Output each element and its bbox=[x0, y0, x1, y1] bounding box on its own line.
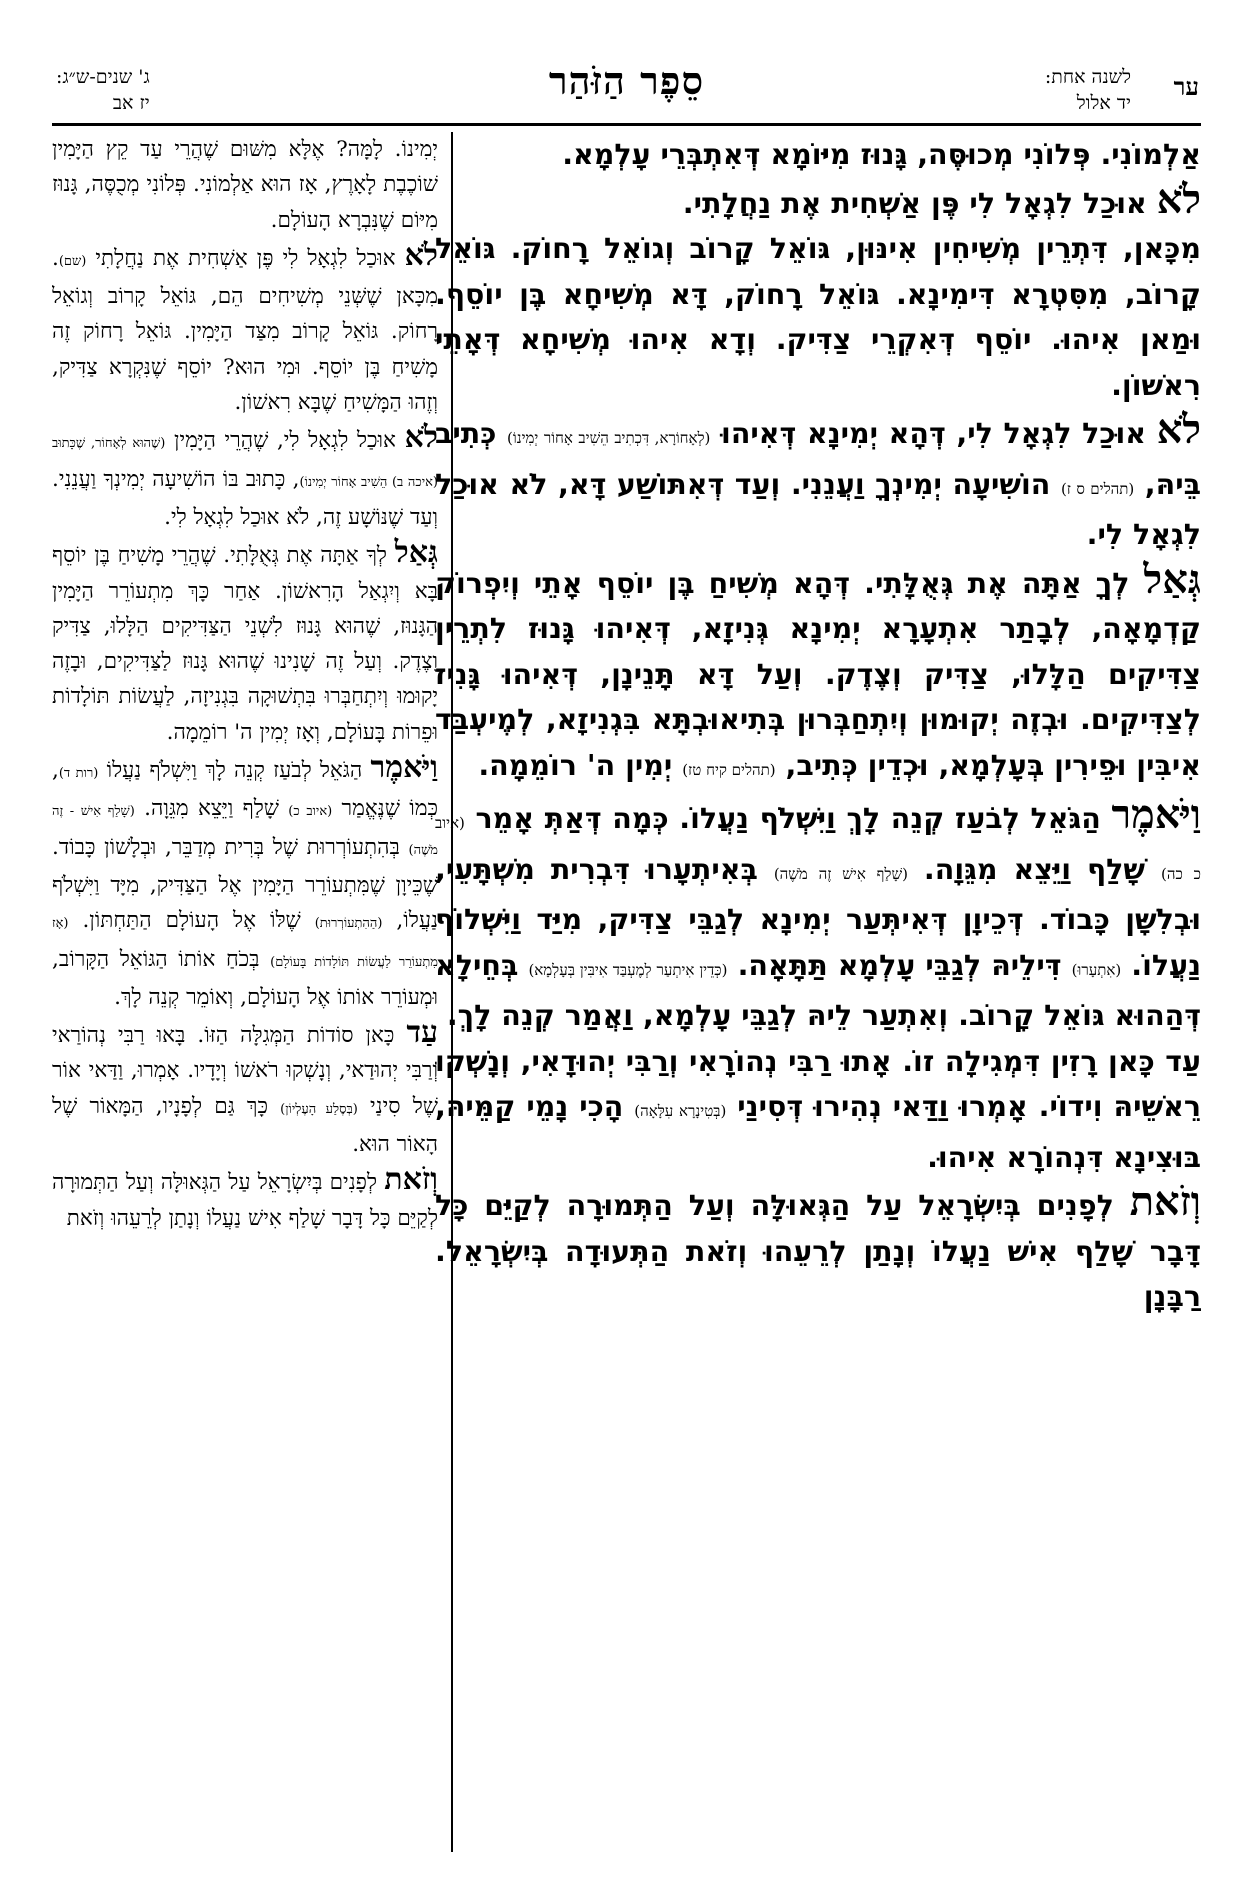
page-header bbox=[52, 58, 1201, 126]
paragraph-text: אוּכַל לִגְאָל לִי פֶּן אַשְׁחִית אֶת נַחֲלָתִי bbox=[86, 245, 405, 271]
paragraph-text: לְךָ אַתָּה אֶת גְּאֻלָּתִי. דְּהָא מְשִׁיחַ בֶּן יוֹסֵף אָתֵי וְיִפְרוֹק קַדְמָאָה, לְבָתַר אִתְעָרָא יְמִינָא גְּנִיזָא, דְּאִיהוּ גָּנוּז לִתְרֵין צַדִּיקִים הַלָּלוּ, צַדִּיק וְצֶדֶק. וְעַל דָּא תָּנֵינָן, דְּאִיהוּ גָּנִיז לְצַדִּיקִים. וּבְזֶה יְקוּמוּן וְיִתְחַבְּרוּן בְּתִיאוּבְתָּא בִּגְנִיזָא, לְמֶיעְבַּד אִיבִּין וּפֵירִין בְּעָלְמָא, וּכְדֵין כְּתִיב, bbox=[435, 566, 1201, 782]
header-rule bbox=[52, 123, 1201, 126]
paragraph-text: עַד כָּאן רָזִין דִּמְגִילָה זוֹ. אָתוּ רַבִּי נְהוֹרָאִי וְרַבִּי יְהוּדָאִי, וְנָשְׁקוּ רֵאשֵׁיהּ וִידוֹי. אָמְרוּ וַדַּאי נְהִירוּ דְּסִינַי bbox=[435, 1044, 1201, 1123]
lead-word: וַיֹּאמֶר bbox=[1111, 792, 1201, 838]
paragraph-text: הַגֹּאֵל לְבֹעַז קְנֵה לָךְ וַיִּשְׁלֹף נַעֲלוֹ. כְּמָה דְּאַתְּ אָמֵר bbox=[464, 802, 1112, 835]
paragraph-text: יְמִין ה' רוֹמֵמָה. bbox=[478, 748, 683, 782]
paragraph bbox=[52, 132, 438, 238]
page-number: ער bbox=[1173, 72, 1199, 101]
paragraph bbox=[52, 1162, 438, 1236]
paragraph-text: דִּילֵיהּ לְגַבֵּי עָלְמָא תַּתָּאָה. bbox=[727, 948, 1072, 982]
lead-word: וַיֹּאמֶר bbox=[370, 750, 438, 786]
three-year-cycle-schedule bbox=[56, 64, 150, 116]
paragraph-text: יְמִינוֹ. לָמָּה? אֶלָּא מִשּׁוּם שֶׁהֲרֵי עַד קֵץ הַיָּמִין שׁוֹכֶבֶת לָאָרֶץ, אָז הוּא אַלְמוֹנִי. פְּלוֹנִי מְכֻסֶּה, גָּנוּז מִיּוֹם שֶׁנִּבְרָא הָעוֹלָם. bbox=[52, 137, 438, 233]
paragraph-text: מִכָּאן, דִּתְרֵין מְשִׁיחִין אִינּוּן, גּוֹאֵל קָרוֹב וְגוֹאֵל רָחוֹק. גּוֹאֵל קָרוֹב, מִסִּטְרָא דִּימִינָא. גּוֹאֵל רָחוֹק, דָּא מְשִׁיחָא בֶּן יוֹסֵף. וּמַאן אִיהוּ. יוֹסֵף דְּאִקְרֵי צַדִּיק. וְדָא אִיהוּ מְשִׁיחָא דְּאָתֵי רִאשׁוֹן. bbox=[435, 232, 1201, 402]
paragraph-text: בְּאִיתְעָרוּ דִּבְרִית מִשְׁתָּעֵי, וּבְלִשָּׁן כָּבוֹד. דְּכֵיוָן דְּאִיתְּעַר יְמִינָא לְגַבֵּי צַדִּיק, מִיַּד וַיִּשְׁלוֹף נַעֲלוֹ. bbox=[435, 852, 1201, 982]
inline-gloss: (שָׁלַף אִישׁ - זֶה מֹשֶׁה) bbox=[52, 804, 438, 858]
lead-word: לֹא bbox=[404, 237, 438, 273]
paragraph-text: הַגֹּאֵל לְבֹעַז קְנֵה לָךְ וַיִּשְׁלֹף נַעֲלוֹ bbox=[98, 758, 371, 784]
inline-gloss: (אִתְעָרוּ) bbox=[1071, 960, 1122, 979]
paragraph-text: לְפָנִים בְּיִשְׂרָאֵל עַל הַגְּאוּלָּה וְעַל הַתְּמוּרָה לְקַיֵּם כָּל דָּבָר שָׁלַף אִישׁ נַעֲלוֹ וְנָתַן לְרֵעֵהוּ וְזֹאת הַתְּעוּדָה בְּיִשְׂרָאֵל. רַבָּנָן bbox=[435, 1189, 1201, 1313]
aramaic-text-column bbox=[435, 132, 1201, 1852]
paragraph bbox=[52, 750, 438, 1015]
daily-date: יד אלול bbox=[1076, 92, 1131, 114]
paragraph-text: . מִכָּאן שֶׁשְּׁנֵי מְשִׁיחִים הֵם, גּוֹאֵל קָרוֹב וְגוֹאֵל רָחוֹק. גּוֹאֵל קָרוֹב מִצַּד הַיָּמִין. גּוֹאֵל רָחוֹק זֶה מָשִׁיחַ בֶּן יוֹסֵף. וּמִי הוּא? יוֹסֵף שֶׁנִּקְרָא צַדִּיק, וְזֶהוּ הַמָּשִׁיחַ שֶׁבָּא רִאשׁוֹן. bbox=[52, 245, 438, 416]
paragraph-text: הָכִי נָמֵי קַמֵּיהּ, בּוּצִינָא דִּנְהוֹרָא אִיהוּ. bbox=[435, 1090, 1201, 1174]
inline-gloss: (לְאָחוֹרָא, דִּכְתִיב הֵשִׁיב אָחוֹר יְמִינוֹ) bbox=[507, 429, 711, 447]
lead-word: וְזֹאת bbox=[1129, 1179, 1201, 1225]
paragraph bbox=[52, 420, 438, 535]
paragraph bbox=[435, 178, 1201, 227]
paragraph-text: לְךָ אַתָּה אֶת גְּאֻלָּתִי. שֶׁהֲרֵי מָשִׁיחַ בֶּן יוֹסֵף בָּא וְיִגְאַל הָרִאשׁוֹן. אַחַר כָּךְ מִתְעוֹרֵר הַיָּמִין הַגָּנוּז, שֶׁהוּא גָּנוּז לִשְׁנֵי הַצַּדִּיקִים הַלָּלוּ, צַדִּיק וָצֶדֶק. וְעַל זֶה שָׁנִינוּ שֶׁהוּא גָּנוּז לַצַּדִּיקִים, וּבָזֶה יָקוּמוּ וְיִתְחַבְּרוּ בִּתְשׁוּקָה בִּגְנִיזָה, לַעֲשׂוֹת תּוֹלָדוֹת וּפֵרוֹת בָּעוֹלָם, וְאָז יְמִין ה' רוֹמֵמָה. bbox=[52, 543, 438, 745]
cycle-date: יז אב bbox=[112, 92, 150, 114]
source-reference: (איוב כ כה) bbox=[435, 814, 1201, 883]
lead-word: וְזֹאת bbox=[384, 1162, 438, 1198]
lead-word: לֹא bbox=[1156, 407, 1201, 453]
paragraph-text: כְּתִיב בֵּיהּ, bbox=[435, 417, 1201, 501]
paragraph bbox=[52, 535, 438, 750]
paragraph-text: הוֹשִׁיעָה יְמִינְךָ וַעֲנֵנִי. וְעַד דְּאִתּוֹשַׁע דָּא, לֹא אוּכַל לִגְאָל לִי. bbox=[435, 467, 1201, 551]
source-reference: (שם) bbox=[58, 253, 87, 269]
paragraph-text: שָׁלַף וַיֵּצֵא מִגֵּוָה. bbox=[907, 852, 1162, 886]
paragraph-text: שָׁלַף וַיֵּצֵא מִגֵּוָה. bbox=[134, 796, 289, 822]
inline-gloss: (הַהִתְעוֹרְרוּת) bbox=[314, 916, 383, 932]
paragraph-text: , כָּתוּב בּוֹ הוֹשִׁיעָה יְמִינְךָ וַעֲנֵנִי. וְעַד שֶׁנּוֹשָׁע זֶה, לֹא אוּכַל לִגְאָל לִי. bbox=[52, 466, 438, 530]
inline-gloss: (שֶׁהוּא לְאָחוֹר, שֶׁכָּתוּב (איכה ב) הֵשִׁיב אָחוֹר יְמִינוֹ) bbox=[52, 436, 438, 490]
paragraph-text: אוּכַל לִגְאָל לִי, דְּהָא יְמִינָא דְּאִיהוּ bbox=[710, 417, 1157, 450]
lead-word: עַד bbox=[406, 1015, 438, 1051]
paragraph-text: שֶׁלּוֹ אֶל הָעוֹלָם הַתַּחְתּוֹן. bbox=[68, 908, 315, 934]
paragraph-text: בְּכֹחַ אוֹתוֹ הַגּוֹאֵל הַקָּרוֹב, וּמְעוֹרֵר אוֹתוֹ אֶל הָעוֹלָם, וְאוֹמֵר קְנֵה לָךְ. bbox=[52, 946, 438, 1010]
paragraph bbox=[435, 793, 1201, 1039]
inline-gloss: (אָז מִתְעוֹרֵר לַעֲשׂוֹת תּוֹלָדוֹת בָּעוֹלָם) bbox=[52, 916, 438, 970]
source-reference: (תהלים ס ז) bbox=[1060, 479, 1135, 498]
paragraph-text: אוּכַל לִגְאָל לִי פֶּן אַשְׁחִית אֶת נַחֲלָתִי. bbox=[682, 186, 1157, 220]
paragraph bbox=[435, 132, 1201, 178]
paragraph-text: אוּכַל לִגְאָל לִי, שֶׁהֲרֵי הַיָּמִין bbox=[165, 428, 405, 454]
book-title: סֵפֶר הַזֹּהַר bbox=[548, 58, 705, 103]
paragraph bbox=[435, 408, 1201, 558]
paragraph-text: , כְּמוֹ שֶׁנֶּאֱמַר bbox=[52, 758, 438, 822]
lead-word: לֹא bbox=[404, 420, 438, 456]
paragraph-text: כָּךְ גַּם לְפָנָיו, הַמָּאוֹר שֶׁל הָאוֹר הוּא. bbox=[52, 1093, 438, 1158]
lead-word: לֹא bbox=[1156, 176, 1201, 223]
inline-gloss: (שָׁלַף אִישׁ זֶה מֹשֶׁה) bbox=[773, 864, 908, 883]
paragraph-text: כָּאן סוֹדוֹת הַמְּגִלָּה הַזּוֹ. בָּאוּ רַבִּי נְהוֹרַאי וְרַבִּי יְהוּדַאי, וְנָשְׁקוּ רֹאשׁוֹ וְיָדָיו. אָמְרוּ, וַדַּאי אוֹר שֶׁל סִינַי bbox=[52, 1023, 438, 1119]
hebrew-translation-column bbox=[52, 132, 438, 1852]
inline-gloss: (בְּטִינָרָא עִלָּאָה) bbox=[634, 1102, 727, 1120]
paragraph bbox=[52, 238, 438, 420]
inline-gloss: (בְּסֶלַע הָעֶלְיוֹן) bbox=[280, 1101, 358, 1117]
column-divider bbox=[451, 132, 453, 1852]
source-reference: (רות ד) bbox=[58, 766, 99, 782]
paragraph bbox=[435, 1180, 1201, 1320]
paragraph bbox=[52, 1015, 438, 1162]
daily-label: לשנה אחת: bbox=[1044, 66, 1131, 88]
paragraph-text: בְּחֵילָא דְּהַהוּא גּוֹאֵל קָרוֹב. וְאִתְעַר לֵיהּ לְגַבֵּי עָלְמָא, וַאֲמַר קְנֵה לָךְ. bbox=[435, 948, 1201, 1032]
paragraph-text: אַלְמוֹנִי. פְּלוֹנִי מְכוּסֶּה, גָּנוּז מִיּוֹמָא דְּאִתְבְּרֵי עָלְמָא. bbox=[562, 138, 1201, 171]
inline-gloss: (כְּדֵין אִיתְעַר לְמֶעְבַּד אִיבִּין בְּעָלְמָא) bbox=[528, 960, 728, 979]
source-reference: (תהלים קיח טז) bbox=[682, 760, 776, 779]
cycle-label: ג' שנים-ש״ג: bbox=[56, 66, 150, 88]
paragraph-text: בְּהִתְעוֹרְרוּת שֶׁל בְּרִית מְדַבֵּר, וּבְלָשׁוֹן כָּבוֹד. שֶׁכֵּיוָן שֶׁמִּתְעוֹרֵר הַיָּמִין אֶל הַצַּדִּיק, מִיָּד וַיִּשְׁלֹף נַעֲלוֹ, bbox=[52, 834, 438, 934]
source-reference: (איוב כ) bbox=[288, 804, 333, 820]
paragraph bbox=[435, 1039, 1201, 1181]
paragraph bbox=[435, 226, 1201, 408]
lead-word: גְּאַל bbox=[1143, 556, 1201, 603]
paragraph-text: לְפָנִים בְּיִשְׂרָאֵל עַל הַגְּאוּלָּה וְעַל הַתְּמוּרָה לְקַיֵּם כָּל דָּבָר שָׁלַף אִישׁ נַעֲלוֹ וְנָתַן לְרֵעֵהוּ וְזֹאת bbox=[52, 1170, 438, 1231]
lead-word: גְּאַל bbox=[394, 535, 438, 571]
paragraph bbox=[435, 558, 1201, 794]
